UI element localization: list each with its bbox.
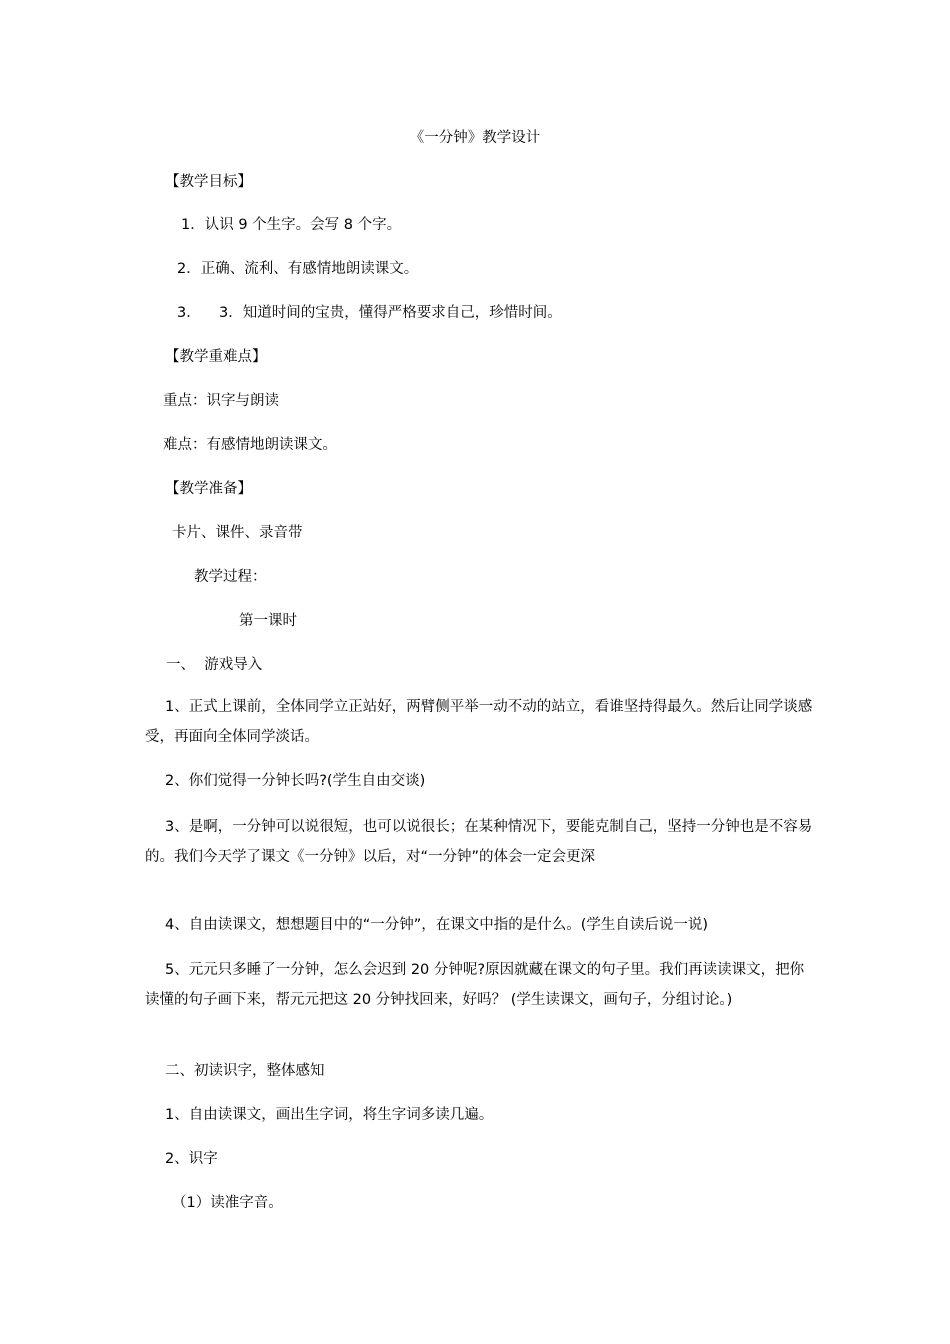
objectives-heading: 【教学目标】 <box>165 174 252 190</box>
section-2-paragraph-1: 1、自由读课文，画出生字词，将生字词多读几遍。 <box>165 1107 494 1123</box>
section-2-paragraph-3: （1）读准字音。 <box>172 1195 283 1211</box>
paragraph-2: 2、你们觉得一分钟长吗?(学生自由交谈) <box>165 773 426 789</box>
document-title: 《一分钟》教学设计 <box>409 130 541 146</box>
process-label: 教学过程： <box>194 569 267 585</box>
focus-point: 重点：识字与朗读 <box>163 393 279 409</box>
section-2-heading: 二、初读识字，整体感知 <box>165 1063 325 1079</box>
section-1-heading: 一、 游戏导入 <box>166 657 263 673</box>
keypoints-heading: 【教学重难点】 <box>165 349 267 365</box>
lesson-label: 第一课时 <box>239 613 297 629</box>
objective-3-number: 3． <box>177 305 201 321</box>
section-2-paragraph-2: 2、识字 <box>165 1151 218 1167</box>
paragraph-5: 5、元元只多睡了一分钟，怎么会迟到 20 分钟呢?原因就藏在课文的句子里。我们再读读课文，把你读懂的句子画下来，帮元元把这 20 分钟找回来，好吗？ (学生读课文，画句子，分组讨论。) <box>145 962 805 1008</box>
objective-2: 2．正确、流利、有感情地朗读课文。 <box>177 261 419 277</box>
difficulty-point: 难点：有感情地朗读课文。 <box>163 437 337 453</box>
prep-items: 卡片、课件、录音带 <box>172 525 303 541</box>
paragraph-4: 4、自由读课文，想想题目中的“一分钟”，在课文中指的是什么。(学生自读后说一说) <box>165 917 709 933</box>
paragraph-1: 1、正式上课前，全体同学立正站好，两臂侧平举一动不动的站立，看谁坚持得最久。然后让同学谈感受，再面向全体同学淡话。 <box>145 699 813 745</box>
objective-3: 3．知道时间的宝贵，懂得严格要求自己，珍惜时间。 <box>219 305 562 321</box>
paragraph-3: 3、是啊，一分钟可以说很短，也可以说很长；在某种情况下，要能克制自己，坚持一分钟也是不容易的。我们今天学了课文《一分钟》以后，对“一分钟”的体会一定会更深 <box>145 819 813 865</box>
objective-1: 1．认识 9 个生字。会写 8 个字。 <box>181 217 402 233</box>
prep-heading: 【教学准备】 <box>165 481 252 497</box>
